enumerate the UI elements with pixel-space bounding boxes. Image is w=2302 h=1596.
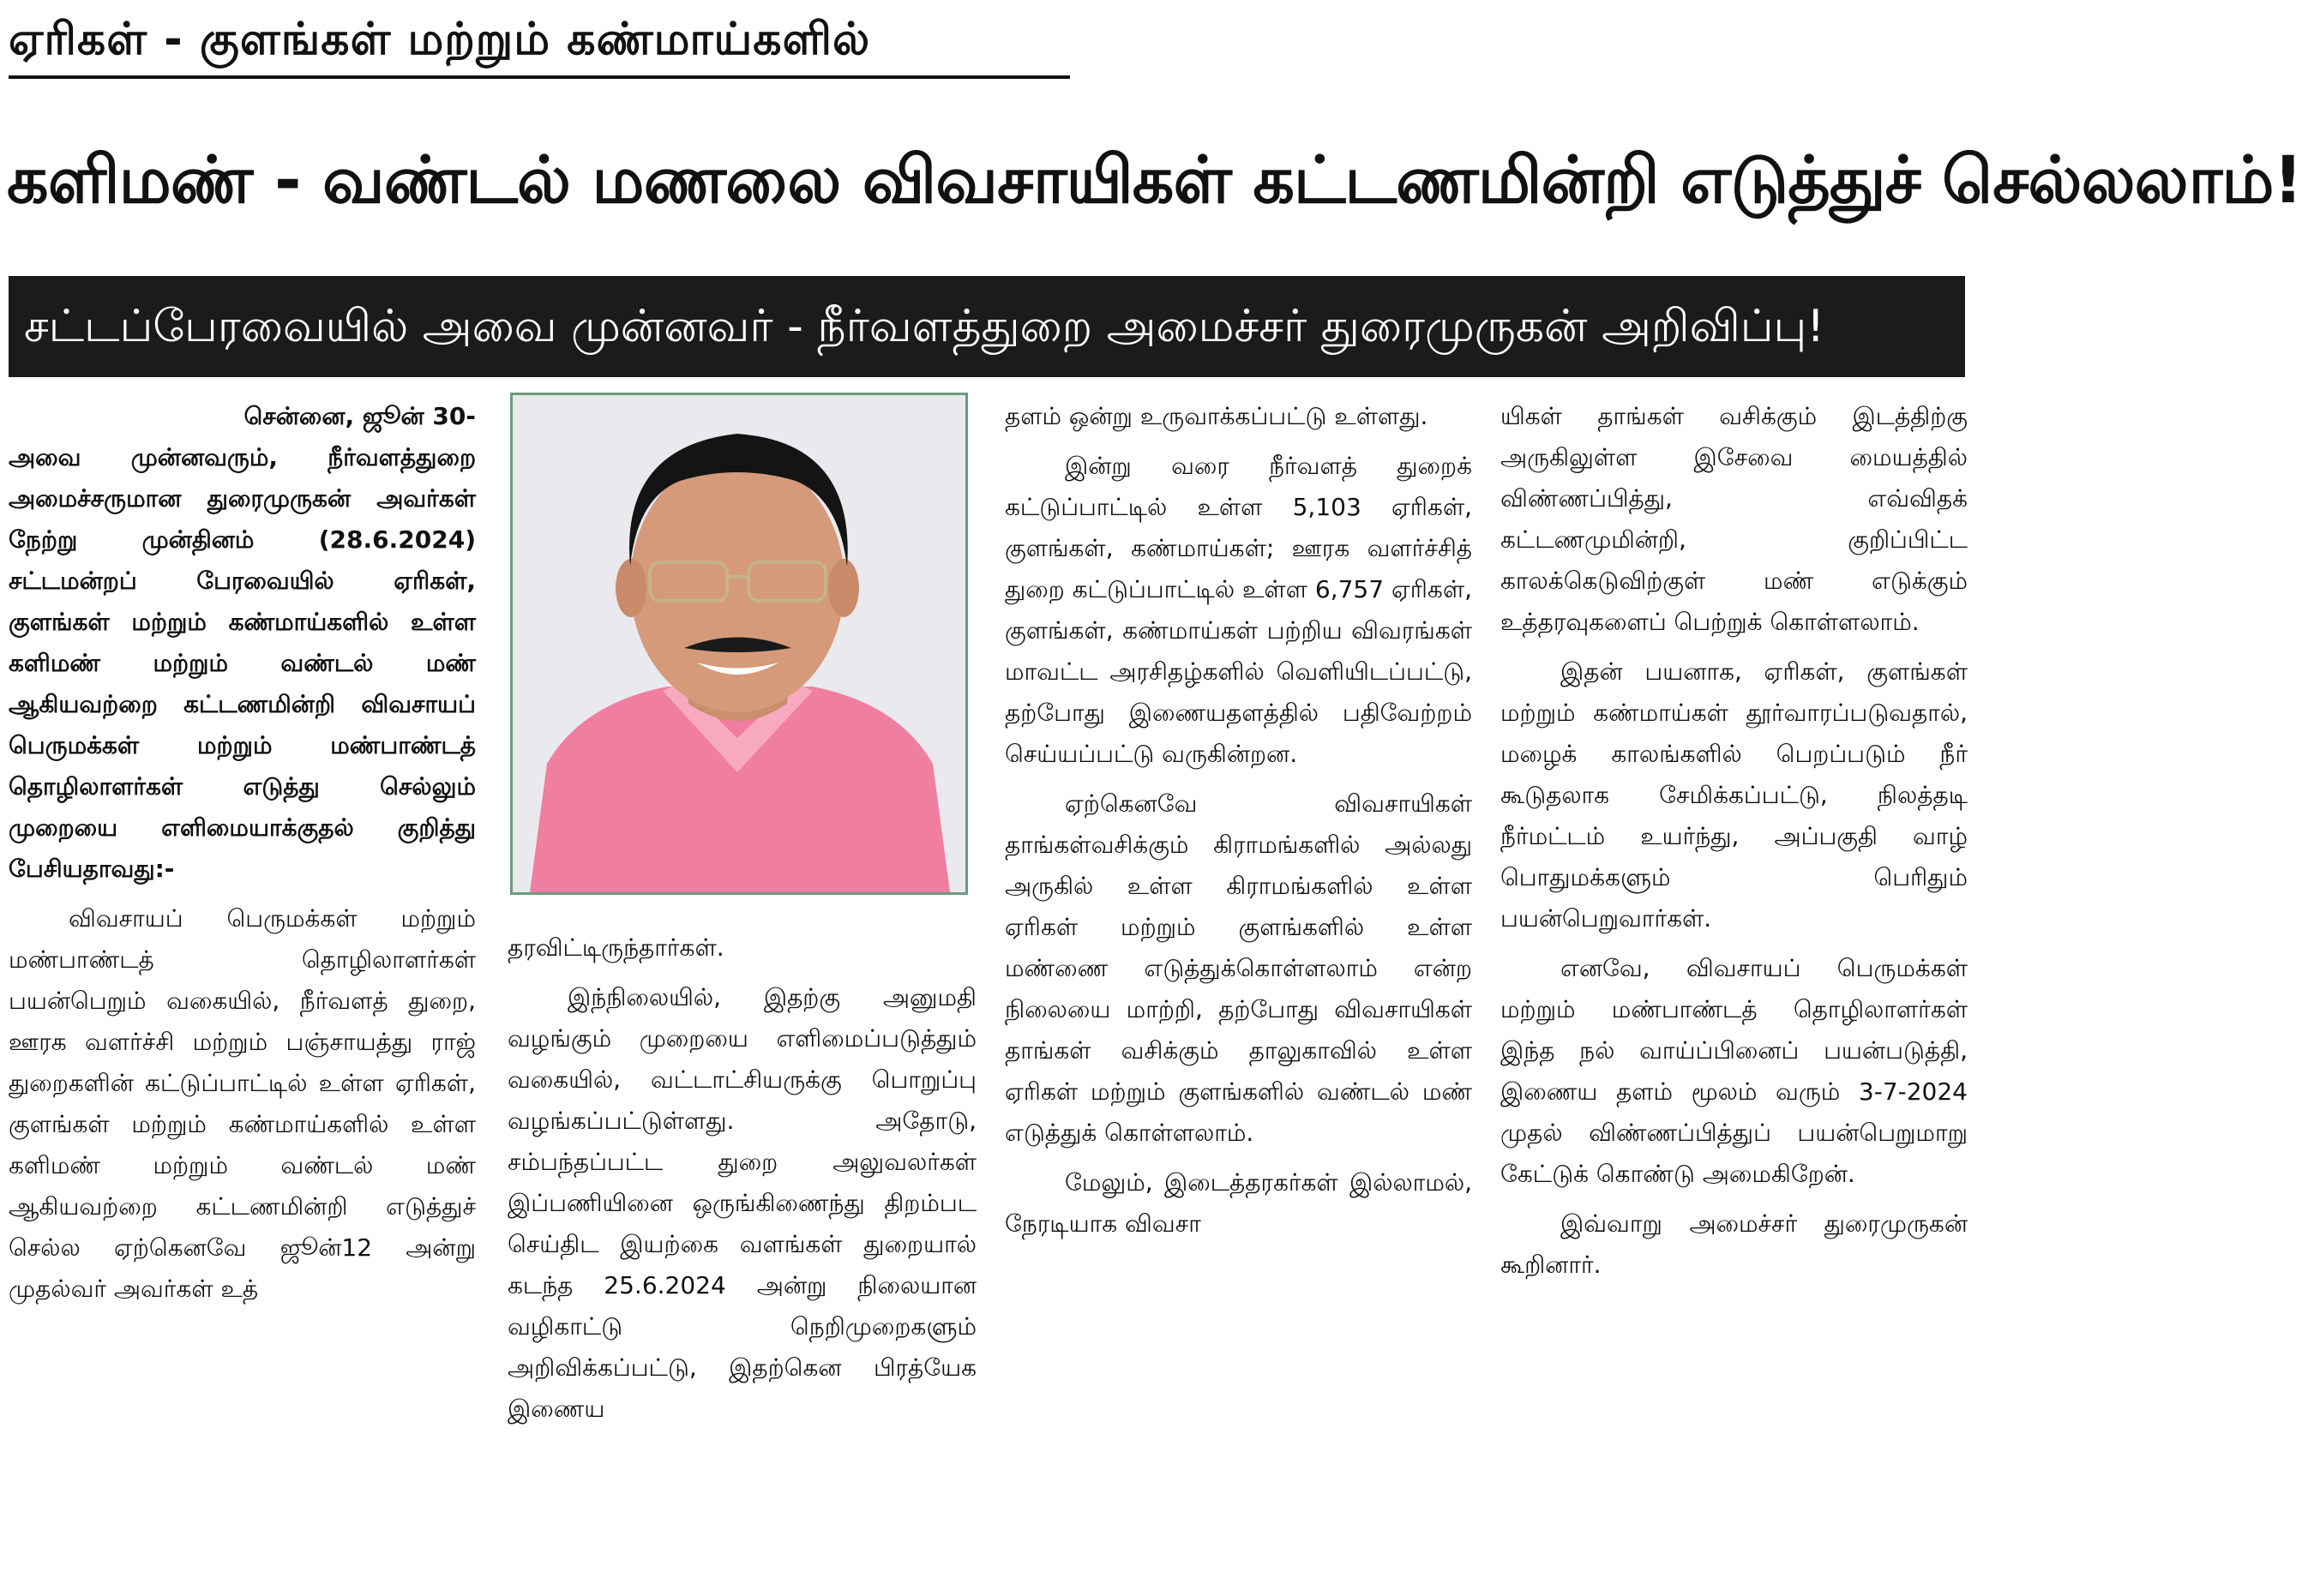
paragraph: மேலும், இடைத்தரகர்கள் இல்லாமல், நேரடியாக விவசா <box>1005 1168 1472 1238</box>
paragraph: தரவிட்டிருந்தார்கள். <box>508 933 724 962</box>
kicker-heading: ஏரிகள் - குளங்கள் மற்றும் கண்மாய்களில் <box>9 14 871 65</box>
dateline: சென்னை, ஜூன் 30- <box>243 402 476 430</box>
article-lead <box>9 396 476 890</box>
paragraph: யிகள் தாங்கள் வசிக்கும் இடத்திற்கு அருகிலுள்ள இசேவை மையத்தில் விண்ணப்பித்து, எவ்விதக் கட்டணமுமின்றி, குறிப்பிட்ட காலக்கெடுவிற்குள் மண் எடுக்கும் உத்தரவுகளைப் பெற்றுக் கொள்ளலாம். <box>1500 402 1968 636</box>
kicker-underline <box>9 75 1070 79</box>
article-column-1 <box>9 396 476 1587</box>
paragraph: விவசாயப் பெருமக்கள் மற்றும் மண்பாண்டத் தொழிலாளர்கள் பயன்பெறும் வகையில், நீர்வளத் துறை, ஊரக வளர்ச்சி மற்றும் பஞ்சாயத்து ராஜ் துறைகளின் கட்டுப்பாட்டில் உள்ள ஏரிகள், குளங்கள் மற்றும் கண்மாய்களில் உள்ள களிமண் மற்றும் வண்டல் மண் ஆகியவற்றை கட்டணமின்றி எடுத்துச் செல்ல ஏற்கெனவே ஜூன்12 அன்று முதல்வர் அவர்கள் உத் <box>9 904 476 1303</box>
paragraph: இந்நிலையில், இதற்கு அனுமதி வழங்கும் முறையை எளிமைப்படுத்தும் வகையில், வட்டாட்சியருக்கு பொறுப்பு வழங்கப்பட்டுள்ளது. அதோடு, சம்பந்தப்பட்ட துறை அலுவலர்கள் இப்பணியினை ஒருங்கிணைந்து திறம்பட செய்திட இயற்கை வளங்கள் துறையால் கடந்த 25.6.2024 அன்று நிலையான வழிகாட்டு நெறிமுறைகளும் அறிவிக்கப்பட்டு, இதற்கென பிரத்யேக இணைய <box>508 983 977 1423</box>
paragraph: இன்று வரை நீர்வளத் துறைக் கட்டுப்பாட்டில் உள்ள 5,103 ஏரிகள், குளங்கள், கண்மாய்கள்; ஊரக வளர்ச்சித் துறை கட்டுப்பாட்டில் உள்ள 6,757 ஏரிகள், குளங்கள், கண்மாய்கள் பற்றிய விவரங்கள் மாவட்ட அரசிதழ்களில் வெளியிடப்பட்டு, தற்போது இணையதளத்தில் பதிவேற்றம் செய்யப்பட்டு வருகின்றன. <box>1005 452 1472 768</box>
paragraph: தளம் ஒன்று உருவாக்கப்பட்டு உள்ளது. <box>1005 402 1428 430</box>
paragraph: இவ்வாறு அமைச்சர் துரைமுருகன் கூறினார். <box>1500 1209 1968 1279</box>
paragraph: இதன் பயனாக, ஏரிகள், குளங்கள் மற்றும் கண்மாய்கள் தூர்வாரப்படுவதால், மழைக் காலங்களில் பெறப்படும் நீர் கூடுதலாக சேமிக்கப்பட்டு, நிலத்தடி நீர்மட்டம் உயர்ந்து, அப்பகுதி வாழ் பொதுமக்களும் பெரிதும் பயன்பெறுவார்கள். <box>1500 657 1968 933</box>
article-column-3 <box>1005 396 1472 1587</box>
paragraph: எனவே, விவசாயப் பெருமக்கள் மற்றும் மண்பாண்டத் தொழிலாளர்கள் இந்த நல் வாய்ப்பினைப் பயன்படுத்தி, இணைய தளம் மூலம் வரும் 3-7-2024 முதல் விண்ணப்பித்துப் பயன்பெறுமாறு கேட்டுக் கொண்டு அமைகிறேன். <box>1500 954 1968 1188</box>
portrait-illustration <box>513 395 965 892</box>
article-column-4 <box>1500 396 1968 1587</box>
minister-photo <box>510 393 968 895</box>
main-headline: களிமண் - வண்டல் மணலை விவசாயிகள் கட்டணமின்றி எடுத்துச் செல்லலாம்! <box>7 141 2302 218</box>
lead-text: அவை முன்னவரும், நீர்வளத்துறை அமைச்சருமான துரைமுருகன் அவர்கள் நேற்று முன்தினம் (28.6.2024) சட்டமன்றப் பேரவையில் ஏரிகள், குளங்கள் மற்றும் கண்மாய்களில் உள்ள களிமண் மற்றும் வண்டல் மண் ஆகியவற்றை கட்டணமின்றி விவசாயப் பெருமக்கள் மற்றும் மண்பாண்டத் தொழிலாளர்கள் எடுத்து செல்லும் முறையை எளிமையாக்குதல் குறித்து பேசியதாவது:- <box>9 443 476 883</box>
article-column-2 <box>508 927 977 1587</box>
paragraph: ஏற்கெனவே விவசாயிகள் தாங்கள்வசிக்கும் கிராமங்களில் அல்லது அருகில் உள்ள கிராமங்களில் உள்ள ஏரிகள் மற்றும் குளங்களில் உள்ள மண்ணை எடுத்துக்கொள்ளலாம் என்ற நிலையை மாற்றி, தற்போது விவசாயிகள் தாங்கள் வசிக்கும் தாலுகாவில் உள்ள ஏரிகள் மற்றும் குளங்களில் வண்டல் மண் எடுத்துக் கொள்ளலாம். <box>1005 789 1472 1147</box>
subheadline: சட்டப்பேரவையில் அவை முன்னவர் - நீர்வளத்துறை அமைச்சர் துரைமுருகன் அறிவிப்பு! <box>24 301 1825 352</box>
